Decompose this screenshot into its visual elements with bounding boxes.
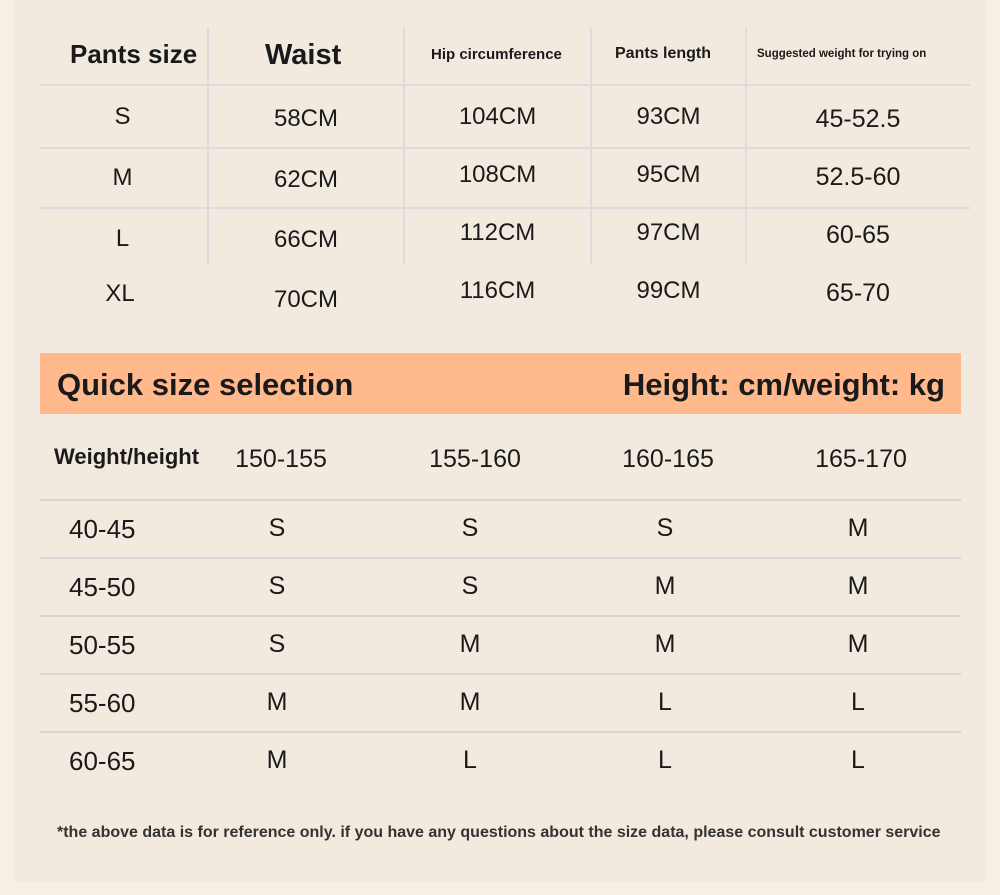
waist-cell: 70CM [273, 286, 339, 313]
length-cell: 93CM [636, 103, 701, 130]
size-cell: S [461, 572, 479, 600]
weight-label: 45-50 [69, 572, 136, 602]
weight-label: 50-55 [69, 630, 136, 660]
length-cell: 99CM [636, 277, 701, 304]
table-rule [40, 673, 961, 675]
size-chart-table [40, 28, 970, 328]
table-rule [40, 615, 961, 617]
hip-cell: 112CM [459, 219, 536, 246]
header-pants-size: Pants size [70, 39, 198, 69]
size-cell: M [847, 514, 869, 542]
length-cell: 97CM [636, 219, 701, 246]
size-cell: S [461, 514, 479, 542]
banner-title: Quick size selection [57, 367, 354, 402]
weight-label: 55-60 [69, 688, 136, 718]
weight-cell: 65-70 [826, 279, 890, 307]
size-cell: S [268, 572, 286, 600]
header-suggested-weight: Suggested weight for trying on [757, 48, 927, 60]
size-cell: XL [105, 280, 135, 307]
hip-cell: 104CM [458, 103, 537, 130]
size-cell: S [114, 103, 131, 130]
size-cell: L [851, 746, 865, 774]
weight-cell: 60-65 [826, 221, 890, 249]
size-cell: M [459, 630, 481, 658]
size-cell: S [268, 514, 286, 542]
table-rule [40, 147, 970, 149]
weight-cell: 52.5-60 [815, 163, 901, 191]
height-header: 160-165 [622, 445, 714, 473]
height-header: 150-155 [235, 445, 327, 473]
size-cell: M [847, 572, 869, 600]
size-cell: L [658, 688, 672, 716]
weight-label: 40-45 [69, 514, 136, 544]
table-rule [40, 499, 961, 501]
header-hip: Hip circumference [431, 46, 562, 63]
size-cell: M [112, 164, 133, 191]
height-header: 155-160 [429, 445, 521, 473]
size-cell: S [268, 630, 286, 658]
size-cell: L [115, 225, 130, 252]
weight-label: 60-65 [69, 746, 136, 776]
waist-cell: 58CM [273, 105, 339, 132]
hip-cell: 108CM [458, 161, 537, 188]
size-cell: L [463, 746, 477, 774]
table-rule [40, 731, 961, 733]
table-rule [40, 557, 961, 559]
size-cell: M [266, 688, 288, 716]
quick-selection-table [40, 428, 961, 788]
size-cell: M [266, 746, 288, 774]
header-length: Pants length [615, 45, 712, 62]
quick-selection-banner [40, 353, 961, 414]
disclaimer-footnote: *the above data is for reference only. if you have any questions about the size data, please consult customer service [57, 824, 941, 841]
waist-cell: 66CM [273, 226, 339, 253]
header-waist: Waist [265, 39, 342, 71]
height-header: 165-170 [815, 445, 907, 473]
size-cell: L [658, 746, 672, 774]
size-cell: M [459, 688, 481, 716]
table-rule [40, 84, 970, 86]
length-cell: 95CM [636, 161, 701, 188]
banner-units: Height: cm/weight: kg [622, 367, 945, 402]
table-rule [40, 207, 970, 209]
waist-cell: 62CM [273, 166, 339, 193]
corner-label: Weight/height [54, 444, 200, 469]
size-cell: M [654, 572, 676, 600]
weight-cell: 45-52.5 [815, 105, 901, 133]
hip-cell: 116CM [459, 277, 536, 304]
size-cell: S [656, 514, 674, 542]
size-cell: M [847, 630, 869, 658]
size-cell: M [654, 630, 676, 658]
size-cell: L [851, 688, 865, 716]
